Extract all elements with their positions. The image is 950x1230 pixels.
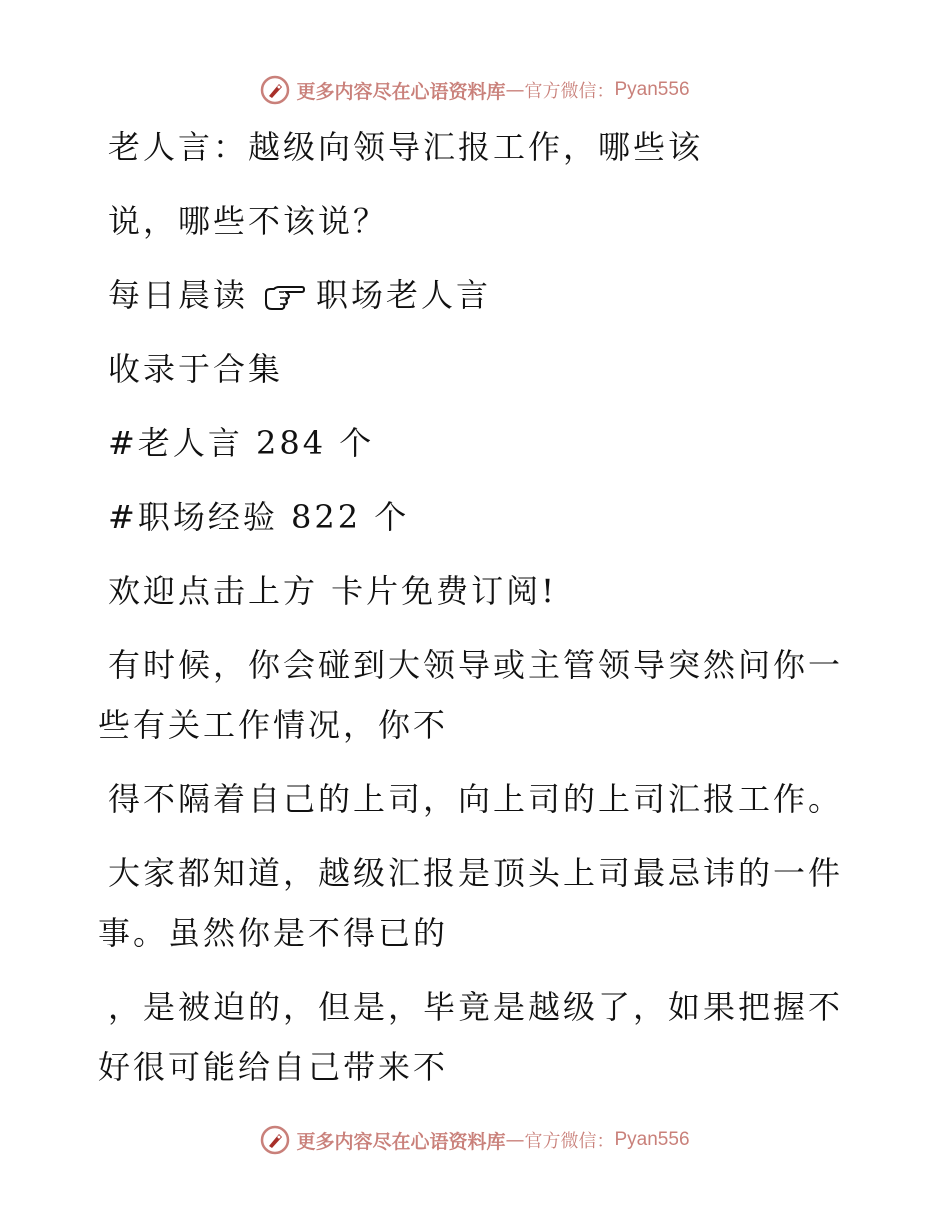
banner-wechat-label: 官方微信： — [524, 81, 615, 102]
paragraph-3-line-1: 大家都知道，越级汇报是顶头上司最忌讳的一件 — [108, 854, 844, 892]
banner-dash: — — [505, 1129, 525, 1151]
article-title-line-1: 老人言：越级向领导汇报工作，哪些该 — [108, 128, 704, 166]
paragraph-4-line-2: 好很可能给自己带来不 — [98, 1048, 449, 1086]
article-title-line-2: 说，哪些不该说？ — [108, 202, 389, 240]
column-line — [98, 270, 838, 320]
banner-dash: — — [505, 79, 525, 101]
column-name-left: 每日晨读 — [108, 276, 249, 314]
banner-wechat-id: Pyan556 — [614, 1129, 690, 1150]
banner-wechat-id: Pyan556 — [614, 79, 690, 100]
collection-label: 收录于合集 — [108, 350, 284, 388]
paragraph-1-line-2: 些有关工作情况，你不 — [98, 706, 449, 744]
pen-nib-logo-icon — [260, 1125, 290, 1155]
header-watermark — [0, 70, 950, 110]
article-body — [98, 122, 844, 1092]
tag-zhichang-jingyan[interactable]: #职场经验 822 个 — [108, 498, 410, 536]
pointing-hand-icon — [262, 283, 306, 313]
subscribe-prompt: 欢迎点击上方 卡片免费订阅! — [108, 572, 558, 610]
pen-nib-logo-icon — [260, 75, 290, 105]
footer-watermark — [0, 1120, 950, 1160]
banner-site-name: 更多内容尽在心语资料库 — [296, 80, 506, 103]
paragraph-4-line-1: ，是被迫的，但是，毕竟是越级了，如果把握不 — [108, 988, 844, 1026]
banner-wechat-label: 官方微信： — [524, 1131, 615, 1152]
tag-laorenyan[interactable]: #老人言 284 个 — [108, 424, 375, 462]
paragraph-2-line-1: 得不隔着自己的上司，向上司的上司汇报工作。 — [108, 780, 844, 818]
paragraph-1-line-1: 有时候，你会碰到大领导或主管领导突然问你一 — [108, 646, 844, 684]
paragraph-3-line-2: 事。虽然你是不得已的 — [98, 914, 449, 952]
banner-site-name: 更多内容尽在心语资料库 — [296, 1130, 506, 1153]
column-name-right: 职场老人言 — [316, 276, 492, 314]
